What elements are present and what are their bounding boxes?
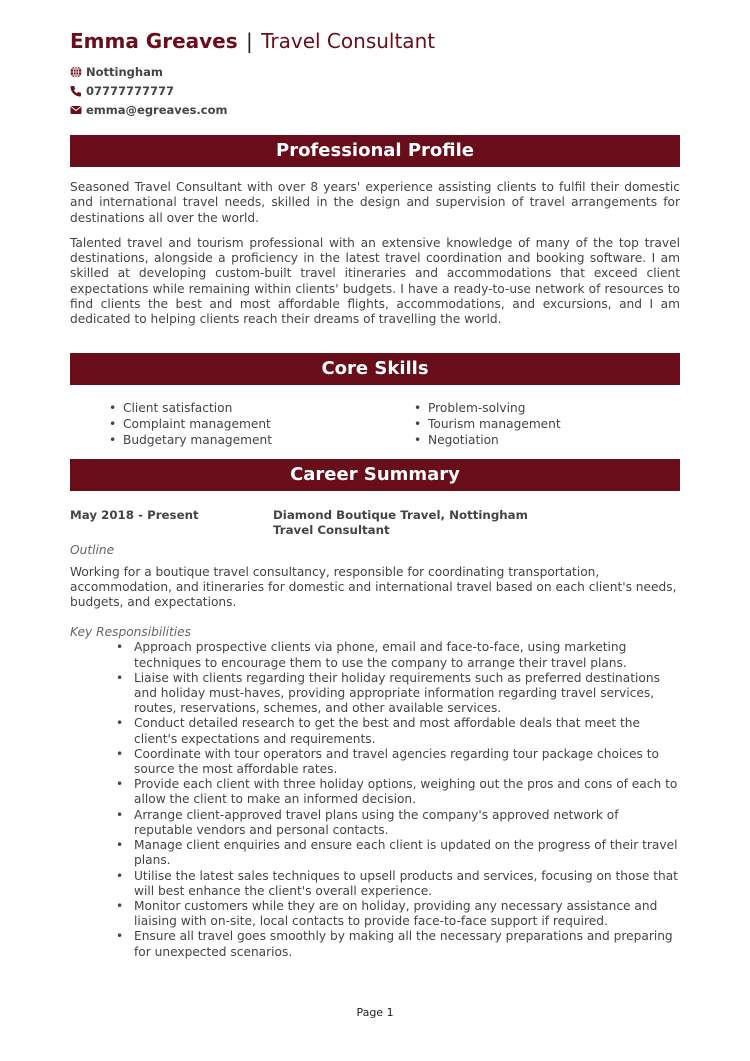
page-number: Page 1 [356, 1006, 394, 1019]
responsibility-item: • Approach prospective clients via phone, email and face-to-face, using marketing techniques to encourage them to use the company to arrange their travel plans. [70, 640, 680, 670]
email-text[interactable]: emma@egreaves.com [86, 102, 228, 117]
cv-page [70, 28, 680, 960]
location-text: Nottingham [86, 64, 163, 79]
skill-item: • Budgetary management [70, 432, 375, 448]
responsibility-item: • Utilise the latest sales techniques to upsell products and services, focusing on those that will best enhance the client's overall experience. [70, 869, 680, 899]
job-outline: Working for a boutique travel consultancy, responsible for coordinating transportation, accommodation, and itineraries for domestic and international travel based on each client's needs, budgets, and expectations. [70, 564, 677, 610]
job-title: Travel Consultant [273, 523, 390, 538]
profile-paragraph: Seasoned Travel Consultant with over 8 years' experience assisting clients to fulfil their domestic and international travel needs, skilled in the design and supervision of travel arrangements for destinations all over the world. [70, 180, 680, 225]
job-entry [70, 508, 680, 960]
skill-item: • Problem-solving [375, 400, 680, 416]
envelope-icon [70, 104, 82, 116]
section-heading-skills: Core Skills [70, 353, 680, 385]
responsibility-item: • Monitor customers while they are on holiday, providing any necessary assistance and liaising with on-site, local contacts to provide face-to-face support if required. [70, 899, 680, 929]
responsibilities-list [70, 640, 680, 959]
outline-label: Outline [70, 542, 115, 557]
cv-header [70, 28, 680, 54]
section-heading-career: Career Summary [70, 459, 680, 491]
skill-item: • Negotiation [375, 432, 680, 448]
skills-column-left [70, 400, 375, 449]
job-employer-block [273, 508, 528, 539]
job-employer: Diamond Boutique Travel, Nottingham [273, 507, 528, 522]
candidate-role: Travel Consultant [261, 29, 436, 53]
phone-icon [70, 85, 82, 97]
skill-item: • Tourism management [375, 416, 680, 432]
header-separator: | [246, 29, 253, 53]
section-heading-profile: Professional Profile [70, 135, 680, 167]
contact-block [70, 62, 680, 119]
phone-text: 07777777777 [86, 83, 175, 98]
job-dates: May 2018 - Present [70, 507, 199, 522]
profile-paragraph: Talented travel and tourism professional with an extensive knowledge of many of the top travel destinations, alongside a proficiency in the latest travel coordination and booking software. I am skilled at developing custom-built travel itineraries and accommodations that exceed client expectations while remaining within clients' budgets. I have a ready-to-use network of resources to find clients the best and most affordable flights, accommodations, and excursions, and I am dedicated to helping clients reach their dreams of travelling the world. [70, 235, 680, 327]
responsibility-item: • Conduct detailed research to get the best and most affordable deals that meet the client's expectations and requirements. [70, 716, 680, 746]
contact-email [70, 100, 680, 119]
responsibility-item: • Ensure all travel goes smoothly by making all the necessary preparations and preparing for unexpected scenarios. [70, 929, 680, 959]
candidate-name: Emma Greaves [70, 29, 238, 53]
skill-item: • Complaint management [70, 416, 375, 432]
skills-list [70, 400, 680, 449]
skills-column-right [375, 400, 680, 449]
job-header [70, 508, 680, 539]
responsibility-item: • Manage client enquiries and ensure each client is updated on the progress of their travel plans. [70, 838, 680, 868]
contact-location [70, 62, 680, 81]
responsibility-item: • Coordinate with tour operators and travel agencies regarding tour package choices to source the most affordable rates. [70, 747, 680, 777]
globe-icon [70, 66, 82, 78]
responsibility-item: • Provide each client with three holiday options, weighing out the pros and cons of each to allow the client to make an informed decision. [70, 777, 680, 807]
responsibilities-label: Key Responsibilities [70, 625, 192, 640]
responsibility-item: • Liaise with clients regarding their holiday requirements such as preferred destinations and holiday must-haves, providing appropriate information regarding travel services, routes, reservations, schemes, and other available services. [70, 671, 680, 717]
contact-phone [70, 81, 680, 100]
skill-item: • Client satisfaction [70, 400, 375, 416]
responsibility-item: • Arrange client-approved travel plans using the company's approved network of reputable vendors and personal contacts. [70, 808, 680, 838]
